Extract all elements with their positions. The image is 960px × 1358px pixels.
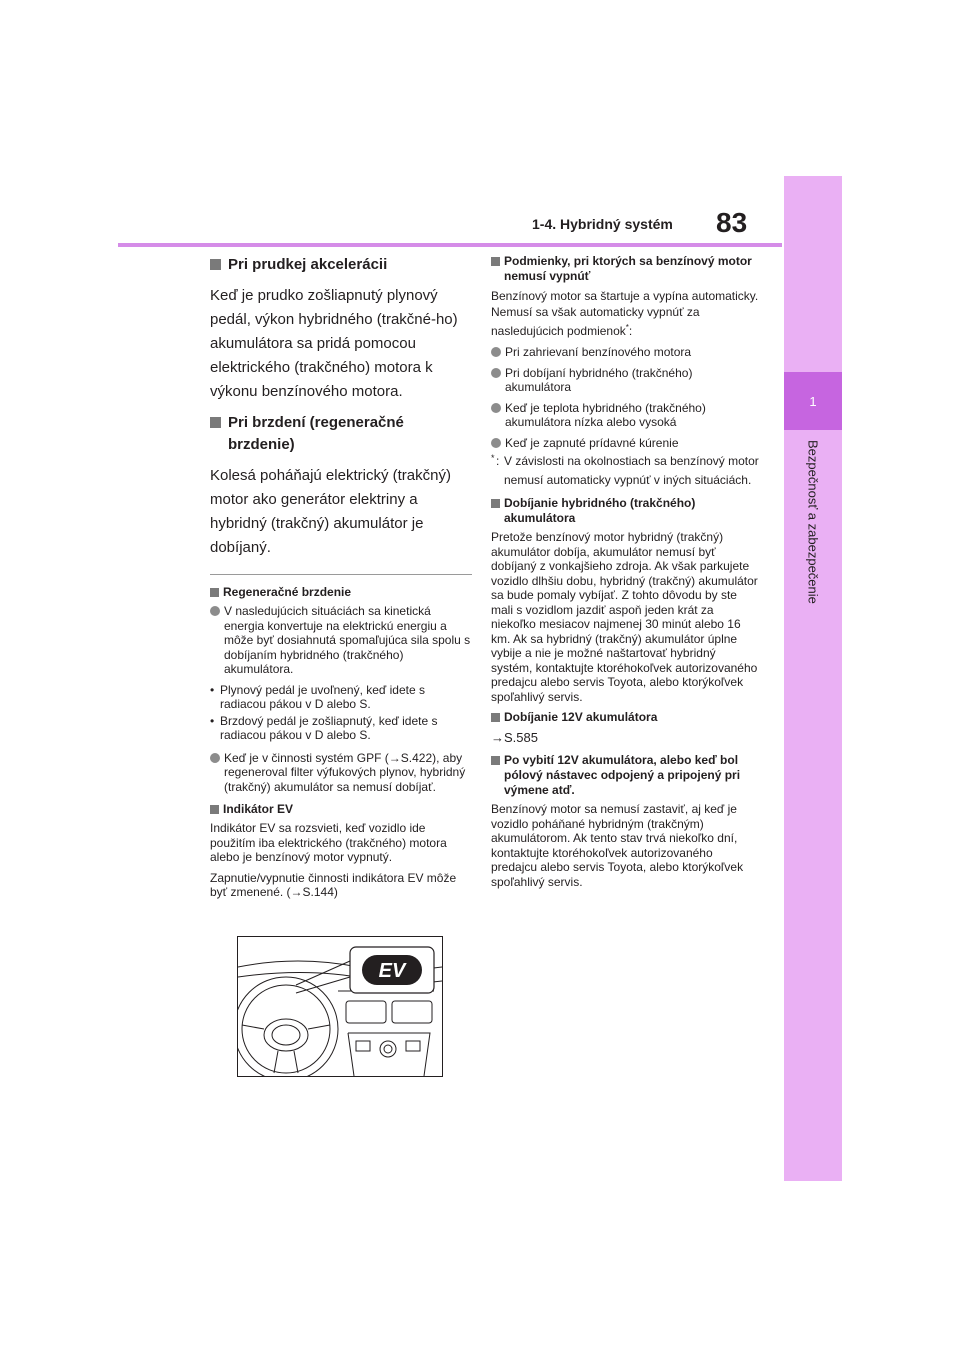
sub-list-item: [210, 683, 472, 712]
round-bullet-icon: [491, 368, 501, 378]
paragraph-conditions: [491, 288, 759, 339]
chapter-side-band: [784, 176, 842, 1181]
sub-list-item-text: Plynový pedál je uvoľnený, keď idete s radiacou pákou v D alebo S.: [220, 682, 425, 711]
paragraph-conditions-text: Benzínový motor sa štartuje a vypína automaticky. Nemusí sa však automaticky vypnúť za nasledujúcich podmienok: [491, 289, 759, 338]
round-bullet-icon: [491, 403, 501, 413]
list-item-text: V nasledujúcich situáciách sa kinetická energia konvertuje na elektrickú energiu a môže byť dosiahnutá spomaľujúca sila spolu s dobíjaním hybridného (trakčného) akumulátora.: [224, 604, 471, 676]
heading-ev-indicator-text: Indikátor EV: [223, 802, 294, 816]
list-item: [210, 604, 472, 677]
heading-braking: [210, 412, 472, 456]
header-divider: [118, 243, 782, 247]
section-divider: [210, 574, 472, 575]
list-item-text: Pri dobíjaní hybridného (trakčného) akumulátora: [505, 365, 693, 394]
heading-regen: [210, 585, 472, 600]
dashboard-illustration: [237, 936, 443, 1077]
list-item: [491, 436, 759, 451]
round-bullet-icon: [210, 606, 220, 616]
heading-hv-charging-text: Dobíjanie hybridného (trakčného) akumulátora: [504, 496, 696, 525]
small-bullet-icon: •: [210, 713, 215, 728]
dashboard-drawing: [238, 937, 442, 1076]
list-item-text: Keď je v činnosti systém GPF (→S.422), aby regeneroval filter výfukových plynov, hybridný (trakčný) akumulátor sa nemusí dobíjať.: [224, 750, 466, 794]
list-item-text: Keď je zapnuté prídavné kúrenie: [505, 435, 679, 450]
heading-ev-indicator: [210, 802, 472, 817]
round-bullet-icon: [210, 753, 220, 763]
paragraph-ev-1: Indikátor EV sa rozsvieti, keď vozidlo ide použitím iba elektrického (trakčného) motora alebo je benzínový motor vypnutý.: [210, 821, 447, 864]
list-item-text: Pri zahrievaní benzínového motora: [505, 345, 692, 359]
paragraph-hv-charging: Pretože benzínový motor hybridný (trakčný) akumulátor dobíja, akumulátor nemusí byť dobíjaný z vonkajšieho zdroja. Ak však parkujete vozidlo dlhšiu dobu, hybridný (trakčný) akumulátor sa bude pomaly vybíjať. Z tohto dôvodu by ste mali s vozidlom jazdiť aspoň jeden krát za niekoľko mesiacov najmenej 30 minút alebo 16 km. Ak sa hybridný (trakčný) akumulátor úplne vybije a nie je možné naštartovať hybridný systém, kontaktujte ktoréhokoľvek autorizovaného predajcu alebo servis Toyota, alebo ktorýkoľvek spoľahlivý servis.: [491, 530, 758, 704]
footnote-text: V závislosti na okolnostiach sa benzínový motor nemusí automaticky vypnúť v iných situáciách.: [504, 454, 759, 487]
left-column: [210, 254, 472, 906]
square-bullet-icon: [491, 257, 500, 266]
square-bullet-icon: [210, 259, 221, 270]
square-bullet-icon: [491, 499, 500, 508]
square-bullet-icon: [491, 756, 500, 765]
heading-12v-charging: [491, 710, 759, 725]
heading-12v-discharge: [491, 753, 759, 798]
small-bullet-icon: •: [210, 682, 215, 697]
ev-indicator-icon: EV: [378, 960, 406, 982]
square-bullet-icon: [491, 713, 500, 722]
square-bullet-icon: [210, 417, 221, 428]
heading-12v-discharge-text: Po vybití 12V akumulátora, alebo keď bol pólový nástavec odpojený a pripojený pri výmene atď.: [504, 753, 741, 797]
list-item: [210, 751, 472, 795]
sub-list-item-text: Brzdový pedál je zošliapnutý, keď idete s radiacou pákou v D alebo S.: [220, 713, 438, 742]
heading-regen-text: Regeneračné brzdenie: [223, 585, 352, 599]
sub-list-item: [210, 714, 472, 743]
heading-conditions: [491, 254, 759, 284]
heading-acceleration-text: Pri prudkej akcelerácii: [228, 256, 388, 273]
right-column: [491, 254, 759, 895]
chapter-number: 1: [809, 393, 817, 409]
list-item: [491, 366, 759, 395]
square-bullet-icon: [210, 588, 219, 597]
paragraph-acceleration: Keď je prudko zošliapnutý plynový pedál, výkon hybridného (trakčné-ho) akumulátora sa pridá pomocou elektrického (trakčného) motora k výkonu benzínového motora.: [210, 287, 458, 400]
square-bullet-icon: [210, 805, 219, 814]
paragraph-conditions-end: :: [628, 324, 633, 338]
footnote-marker: *: [625, 323, 629, 332]
list-item-text: Keď je teplota hybridného (trakčného) akumulátora nízka alebo vysoká: [505, 400, 706, 429]
paragraph-12v-reference: →S.585: [491, 730, 538, 745]
list-item: [491, 345, 759, 360]
paragraph-ev-2: Zapnutie/vypnutie činnosti indikátora EV môže byť zmenené. (→S.144): [210, 870, 457, 899]
heading-conditions-text: Podmienky, pri ktorých sa benzínový motor nemusí vypnúť: [504, 254, 752, 283]
round-bullet-icon: [491, 438, 501, 448]
footnote: [491, 452, 759, 490]
list-item: [491, 401, 759, 430]
paragraph-12v-discharge: Benzínový motor sa nemusí zastaviť, aj keď je vozidlo poháňané hybridným (trakčným) akumulátorom. Ak tento stav trvá niekoľko dní, kontaktujte ktoréhokoľvek autorizovaného predajcu alebo servis Toyota, alebo ktorýkoľvek spoľahlivý servis.: [491, 802, 744, 889]
paragraph-braking: Kolesá poháňajú elektrický (trakčný) motor ako generátor elektriny a hybridný (trakčný) akumulátor je dobíjaný.: [210, 467, 451, 556]
chapter-title: Bezpečnosť a zabezpečenie: [805, 440, 821, 604]
heading-12v-charging-text: Dobíjanie 12V akumulátora: [504, 710, 658, 724]
round-bullet-icon: [491, 347, 501, 357]
heading-hv-charging: [491, 496, 759, 526]
footnote-star: *: [491, 453, 495, 463]
heading-acceleration: [210, 254, 472, 276]
page-number: 83: [716, 207, 748, 238]
chapter-number-tab: [784, 372, 842, 430]
heading-braking-text: Pri brzdení (regeneračné brzdenie): [228, 414, 404, 453]
section-title: 1-4. Hybridný systém: [532, 216, 673, 232]
footnote-colon: :: [496, 454, 500, 468]
